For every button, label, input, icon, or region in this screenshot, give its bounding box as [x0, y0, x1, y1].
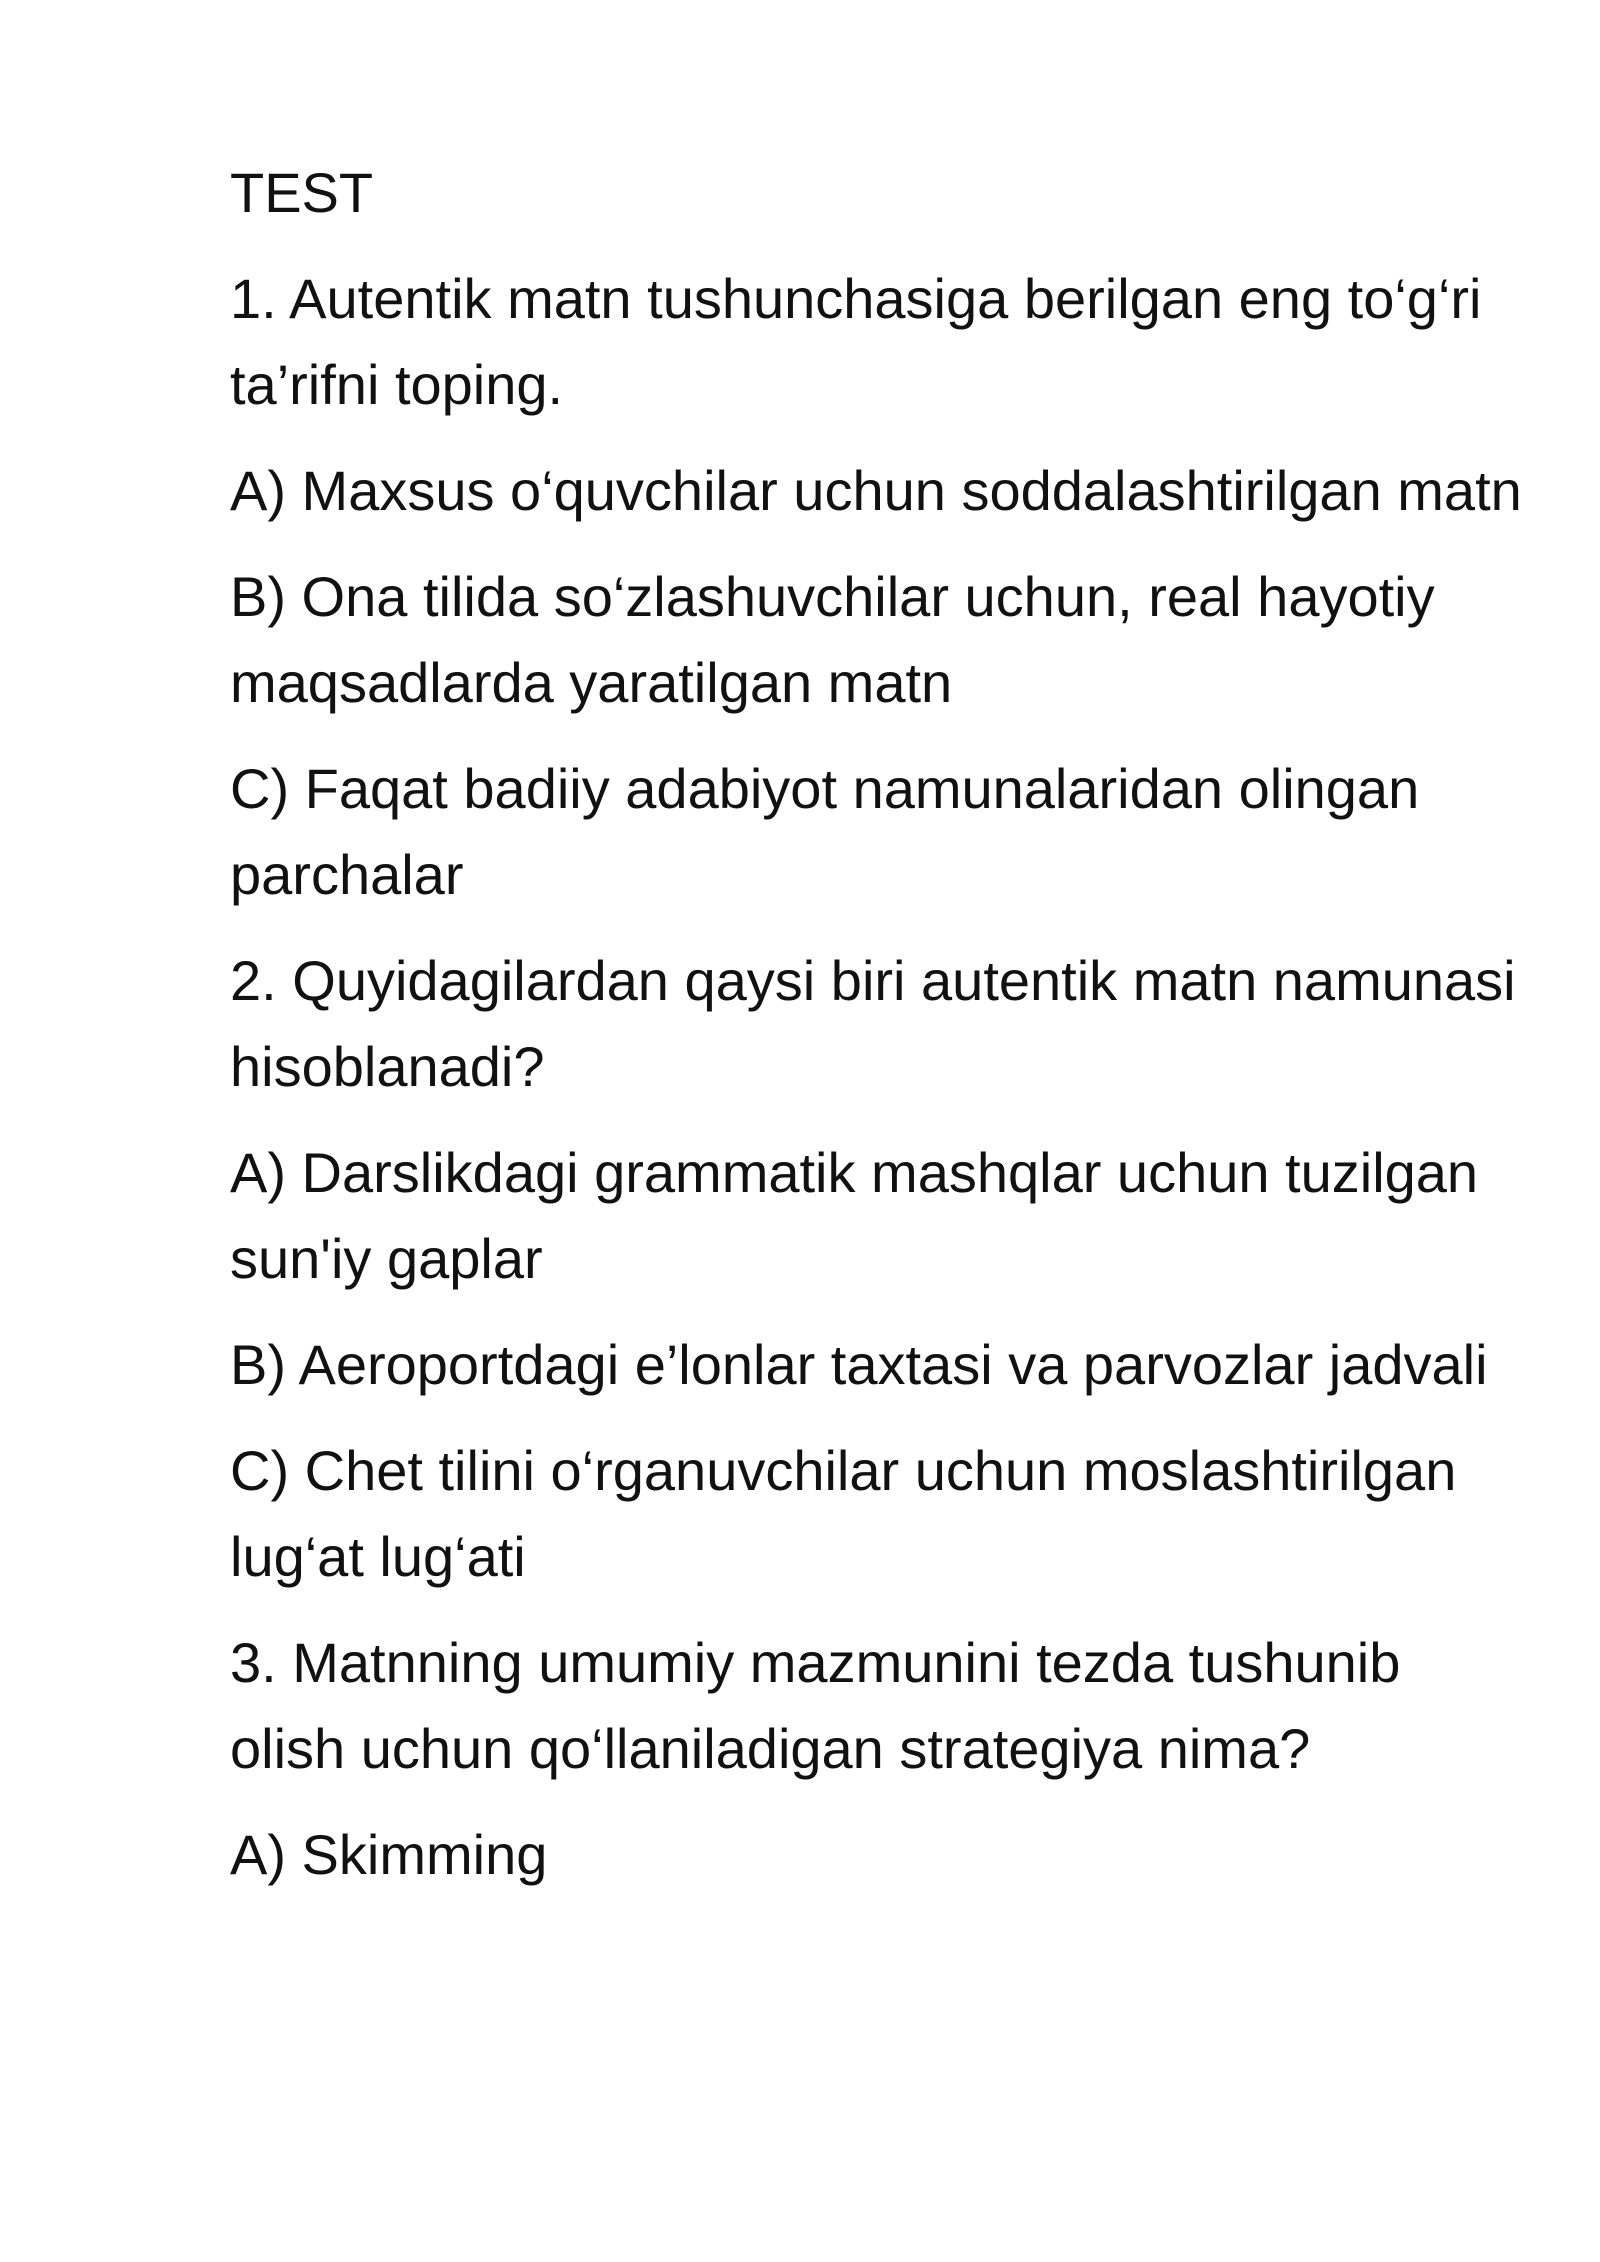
- question-2-option-c: C) Chet tilini o‘rganuvchilar uchun moslashtirilgan lug‘at lug‘ati: [230, 1439, 1457, 1588]
- question-2-option-b: B) Aeroportdagi e’lonlar taxtasi va parvozlar jadvali: [230, 1333, 1488, 1396]
- question-3: 3. Matnning umumiy mazmunini tezda tushunib olish uchun qo‘llaniladigan strategiya nima?: [230, 1631, 1401, 1780]
- document-page: [230, 150, 1530, 1918]
- question-2: 2. Quyidagilardan qaysi biri autentik matn namunasi hisoblanadi?: [230, 949, 1516, 1098]
- question-1-option-b: B) Ona tilida so‘zlashuvchilar uchun, real hayotiy maqsadlarda yaratilgan matn: [230, 565, 1435, 714]
- question-3-option-a: A) Skimming: [230, 1823, 548, 1886]
- question-1-option-c: C) Faqat badiiy adabiyot namunalaridan olingan parchalar: [230, 757, 1420, 906]
- question-1: 1. Autentik matn tushunchasiga berilgan eng to‘g‘ri ta’rifni toping.: [230, 267, 1482, 416]
- document-title: TEST: [230, 161, 374, 224]
- question-2-option-a: A) Darslikdagi grammatik mashqlar uchun tuzilgan sun'iy gaplar: [230, 1141, 1479, 1290]
- question-1-option-a: A) Maxsus o‘quvchilar uchun soddalashtirilgan matn: [230, 459, 1522, 522]
